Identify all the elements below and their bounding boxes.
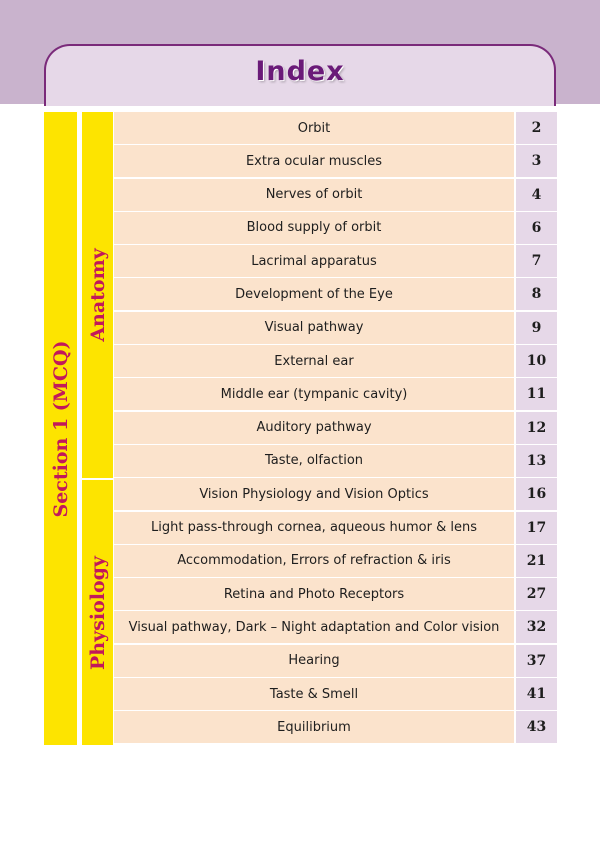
topic-title: Development of the Eye bbox=[114, 278, 514, 310]
page-number: 17 bbox=[516, 512, 557, 544]
topic-title: Retina and Photo Receptors bbox=[114, 578, 514, 610]
index-row[interactable] bbox=[114, 278, 557, 311]
group-band-anatomy bbox=[82, 112, 113, 478]
section-band bbox=[44, 112, 77, 745]
topic-title: Auditory pathway bbox=[114, 412, 514, 444]
index-row[interactable] bbox=[114, 112, 557, 145]
group-label-physiology: Physiology bbox=[86, 555, 109, 670]
topic-title: Middle ear (tympanic cavity) bbox=[114, 378, 514, 410]
page-number: 10 bbox=[516, 345, 557, 377]
topic-title: Orbit bbox=[114, 112, 514, 144]
topic-title: Equilibrium bbox=[114, 711, 514, 743]
group-band-physiology bbox=[82, 480, 113, 745]
page-number: 12 bbox=[516, 412, 557, 444]
page-number: 43 bbox=[516, 711, 557, 743]
page-number: 6 bbox=[516, 212, 557, 244]
page-number: 3 bbox=[516, 145, 557, 177]
index-row[interactable] bbox=[114, 645, 557, 678]
page-number: 21 bbox=[516, 545, 557, 577]
index-row[interactable] bbox=[114, 545, 557, 578]
page-number: 7 bbox=[516, 245, 557, 277]
topic-title: Vision Physiology and Vision Optics bbox=[114, 478, 514, 510]
page-title: Index bbox=[255, 56, 345, 87]
topic-title: Lacrimal apparatus bbox=[114, 245, 514, 277]
index-row[interactable] bbox=[114, 445, 557, 478]
index-row[interactable] bbox=[114, 179, 557, 212]
index-row[interactable] bbox=[114, 478, 557, 511]
page-number: 4 bbox=[516, 179, 557, 211]
page-number: 2 bbox=[516, 112, 557, 144]
index-row[interactable] bbox=[114, 345, 557, 378]
topic-title: Light pass-through cornea, aqueous humor & lens bbox=[114, 512, 514, 544]
topic-title: Hearing bbox=[114, 645, 514, 677]
topic-title: Visual pathway, Dark – Night adaptation and Color vision bbox=[114, 611, 514, 643]
topic-title: Nerves of orbit bbox=[114, 179, 514, 211]
page-number: 27 bbox=[516, 578, 557, 610]
index-row[interactable] bbox=[114, 678, 557, 711]
topic-title: Extra ocular muscles bbox=[114, 145, 514, 177]
index-row[interactable] bbox=[114, 212, 557, 245]
page-number: 11 bbox=[516, 378, 557, 410]
index-row[interactable] bbox=[114, 312, 557, 345]
topic-title: Accommodation, Errors of refraction & iris bbox=[114, 545, 514, 577]
topic-title: Visual pathway bbox=[114, 312, 514, 344]
index-row[interactable] bbox=[114, 512, 557, 545]
index-row[interactable] bbox=[114, 412, 557, 445]
group-label-anatomy: Anatomy bbox=[86, 248, 109, 342]
page-number: 37 bbox=[516, 645, 557, 677]
page-number: 16 bbox=[516, 478, 557, 510]
topic-title: Taste, olfaction bbox=[114, 445, 514, 477]
index-row[interactable] bbox=[114, 145, 557, 178]
index-row[interactable] bbox=[114, 378, 557, 411]
index-row[interactable] bbox=[114, 611, 557, 644]
topic-title: Taste & Smell bbox=[114, 678, 514, 710]
index-row[interactable] bbox=[114, 245, 557, 278]
section-label: Section 1 (MCQ) bbox=[49, 340, 72, 517]
topic-title: Blood supply of orbit bbox=[114, 212, 514, 244]
index-row[interactable] bbox=[114, 578, 557, 611]
index-row[interactable] bbox=[114, 711, 557, 744]
page-number: 8 bbox=[516, 278, 557, 310]
topic-title: External ear bbox=[114, 345, 514, 377]
page-number: 13 bbox=[516, 445, 557, 477]
page-number: 41 bbox=[516, 678, 557, 710]
page-number: 9 bbox=[516, 312, 557, 344]
index-table bbox=[114, 112, 557, 745]
page-number: 32 bbox=[516, 611, 557, 643]
